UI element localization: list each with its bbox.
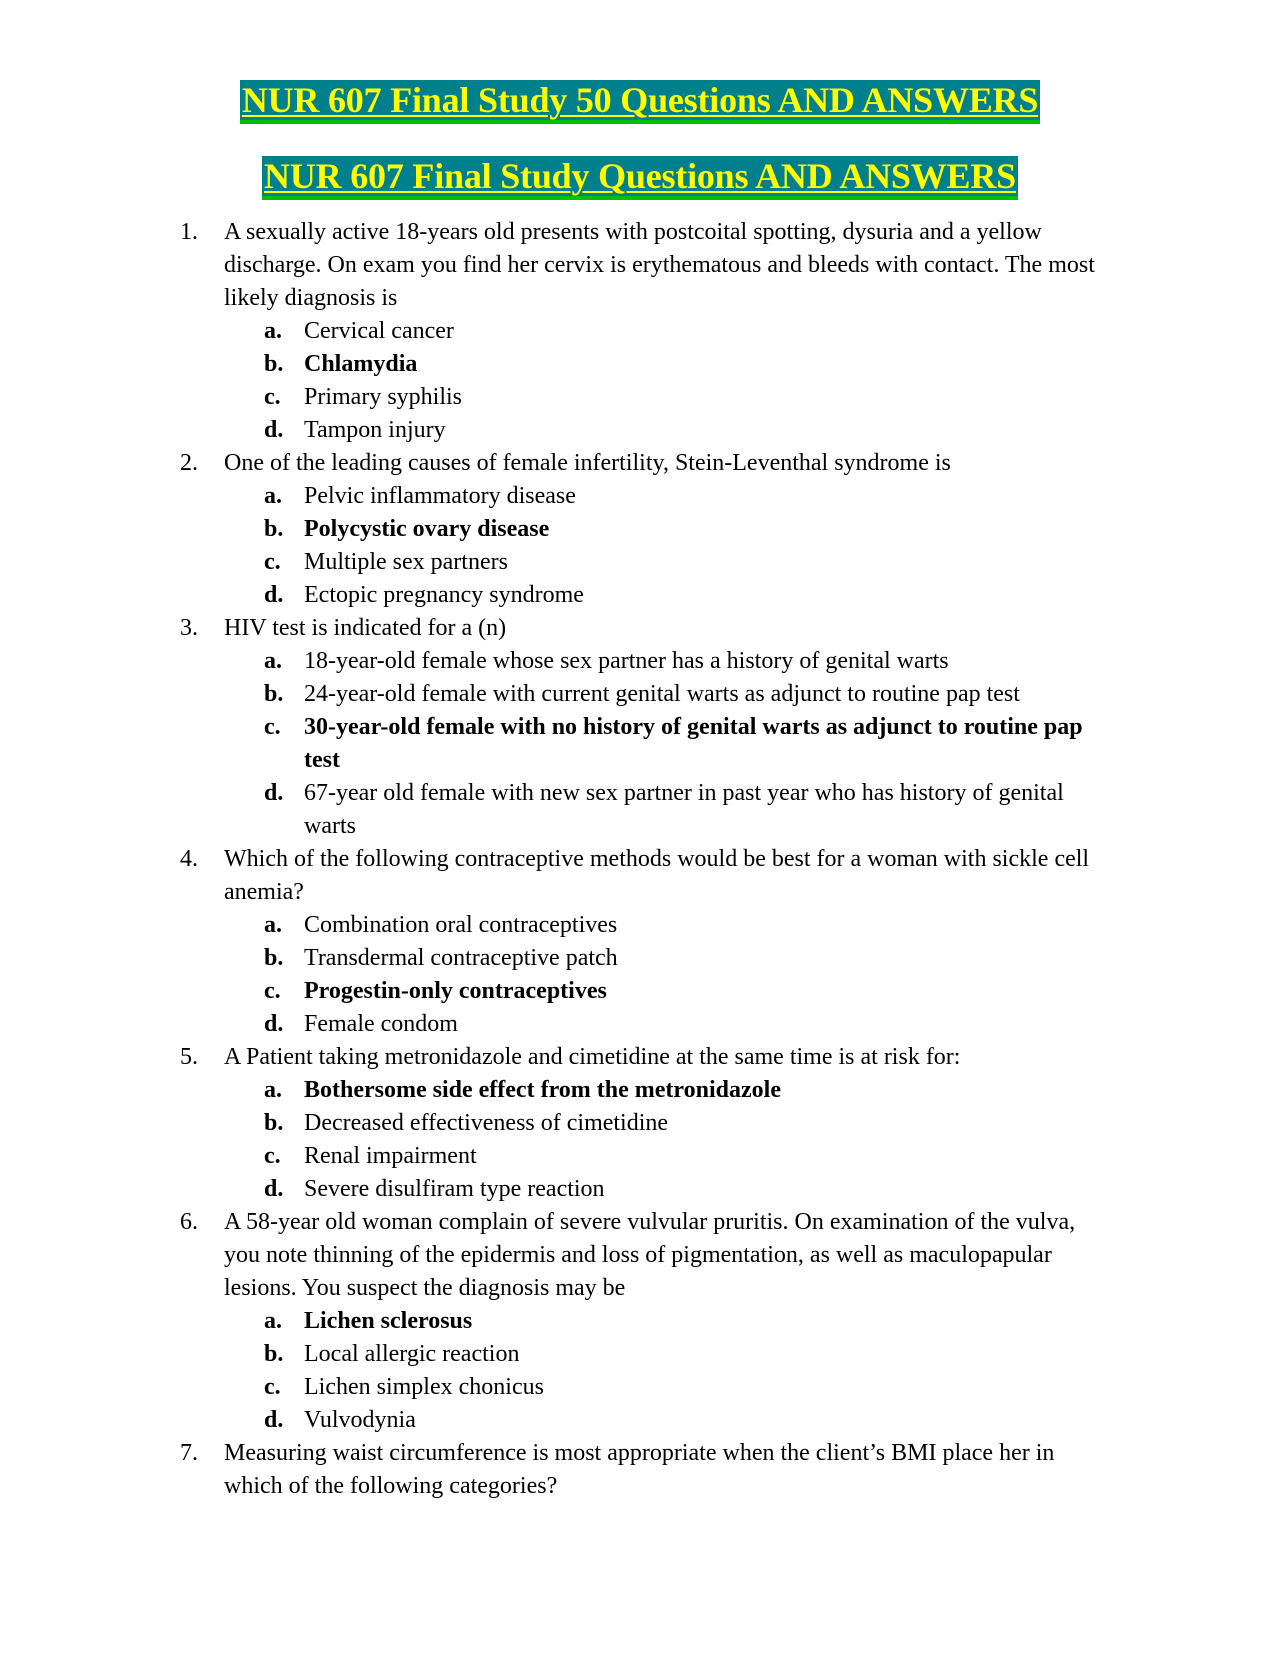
option-text: Ectopic pregnancy syndrome (304, 582, 584, 608)
question-number: 1. (180, 219, 198, 245)
answer-option (224, 546, 1110, 579)
answer-option-correct (224, 513, 1110, 546)
answer-option (224, 315, 1110, 348)
option-letter: c. (264, 714, 281, 740)
question-item (180, 1437, 1110, 1503)
answer-options (224, 909, 1110, 1041)
option-text: Polycystic ovary disease (304, 516, 550, 542)
answer-option (224, 942, 1110, 975)
answer-option (224, 579, 1110, 612)
option-letter: b. (264, 945, 284, 971)
question-item (180, 1041, 1110, 1206)
option-letter: d. (264, 582, 284, 608)
option-letter: a. (264, 1077, 282, 1103)
question-item (180, 447, 1110, 612)
answer-option (224, 909, 1110, 942)
option-text: 24-year-old female with current genital warts as adjunct to routine pap test (304, 681, 1020, 707)
answer-option (224, 480, 1110, 513)
answer-option (224, 1107, 1110, 1140)
answer-option (224, 1008, 1110, 1041)
option-text: Bothersome side effect from the metronidazole (304, 1077, 781, 1103)
option-letter: a. (264, 483, 282, 509)
option-text: Decreased effectiveness of cimetidine (304, 1110, 669, 1136)
option-text: 18-year-old female whose sex partner has a history of genital warts (304, 648, 949, 674)
question-number: 4. (180, 846, 198, 872)
option-text: Vulvodynia (304, 1407, 416, 1433)
option-letter: d. (264, 1011, 284, 1037)
answer-option (224, 414, 1110, 447)
question-number: 5. (180, 1044, 198, 1070)
answer-option (224, 1140, 1110, 1173)
option-letter: d. (264, 1176, 284, 1202)
option-letter: a. (264, 912, 282, 938)
main-title: NUR 607 Final Study 50 Questions AND ANSWERS (240, 80, 1040, 124)
option-letter: d. (264, 1407, 284, 1433)
option-letter: b. (264, 351, 284, 377)
answer-option-correct (224, 1074, 1110, 1107)
answer-options (224, 315, 1110, 447)
question-number: 7. (180, 1440, 198, 1466)
option-text: Progestin-only contraceptives (304, 978, 607, 1004)
question-number: 6. (180, 1209, 198, 1235)
question-list (180, 216, 1110, 1503)
option-text: Severe disulfiram type reaction (304, 1176, 605, 1202)
question-text: Measuring waist circumference is most appropriate when the client’s BMI place her in which of the following categories? (224, 1440, 1055, 1499)
question-item (180, 612, 1110, 843)
option-letter: a. (264, 318, 282, 344)
answer-option (224, 777, 1110, 843)
option-letter: b. (264, 1110, 284, 1136)
option-letter: c. (264, 549, 281, 575)
option-text: Tampon injury (304, 417, 446, 443)
option-text: Lichen sclerosus (304, 1308, 473, 1334)
question-text: Which of the following contraceptive methods would be best for a woman with sickle cell anemia? (224, 846, 1090, 905)
option-letter: c. (264, 384, 281, 410)
answer-option-correct (224, 711, 1110, 777)
option-letter: d. (264, 417, 284, 443)
question-item (180, 1206, 1110, 1437)
sub-title-wrap (0, 156, 1280, 200)
main-title-wrap (0, 80, 1280, 124)
answer-option (224, 645, 1110, 678)
option-text: Renal impairment (304, 1143, 477, 1169)
option-text: 30-year-old female with no history of genital warts as adjunct to routine pap test (304, 714, 1083, 773)
option-letter: c. (264, 1143, 281, 1169)
option-text: Pelvic inflammatory disease (304, 483, 576, 509)
sub-title: NUR 607 Final Study Questions AND ANSWERS (262, 156, 1018, 200)
option-text: Primary syphilis (304, 384, 463, 410)
option-text: Female condom (304, 1011, 458, 1037)
answer-option (224, 381, 1110, 414)
question-text: A sexually active 18-years old presents with postcoital spotting, dysuria and a yellow discharge. On exam you find her cervix is erythematous and bleeds with contact. The most likely diagnosis is (224, 219, 1095, 311)
answer-options (224, 1074, 1110, 1206)
option-letter: c. (264, 978, 281, 1004)
option-letter: b. (264, 681, 284, 707)
question-item (180, 843, 1110, 1041)
question-text: HIV test is indicated for a (n) (224, 615, 507, 641)
answer-option (224, 1371, 1110, 1404)
answer-option (224, 1338, 1110, 1371)
question-text: A 58-year old woman complain of severe vulvular pruritis. On examination of the vulva, you note thinning of the epidermis and loss of pigmentation, as well as maculopapular lesions. You suspect the diagnosis may be (224, 1209, 1076, 1301)
answer-option-correct (224, 975, 1110, 1008)
question-text: One of the leading causes of female infertility, Stein-Leventhal syndrome is (224, 450, 951, 476)
question-number: 2. (180, 450, 198, 476)
option-text: Lichen simplex chonicus (304, 1374, 544, 1400)
option-text: Combination oral contraceptives (304, 912, 618, 938)
answer-options (224, 1305, 1110, 1437)
question-number: 3. (180, 615, 198, 641)
option-letter: d. (264, 780, 284, 806)
option-text: Chlamydia (304, 351, 418, 377)
answer-options (224, 480, 1110, 612)
option-text: 67-year old female with new sex partner in past year who has history of genital warts (304, 780, 1064, 839)
answer-option (224, 1173, 1110, 1206)
answer-option (224, 1404, 1110, 1437)
question-text: A Patient taking metronidazole and cimetidine at the same time is at risk for: (224, 1044, 961, 1070)
answer-options (224, 645, 1110, 843)
answer-option-correct (224, 1305, 1110, 1338)
question-item (180, 216, 1110, 447)
option-letter: a. (264, 648, 282, 674)
option-text: Transdermal contraceptive patch (304, 945, 618, 971)
answer-option (224, 678, 1110, 711)
option-letter: a. (264, 1308, 282, 1334)
option-letter: b. (264, 516, 284, 542)
option-letter: c. (264, 1374, 281, 1400)
option-text: Multiple sex partners (304, 549, 508, 575)
answer-option-correct (224, 348, 1110, 381)
option-letter: b. (264, 1341, 284, 1367)
option-text: Local allergic reaction (304, 1341, 520, 1367)
option-text: Cervical cancer (304, 318, 454, 344)
